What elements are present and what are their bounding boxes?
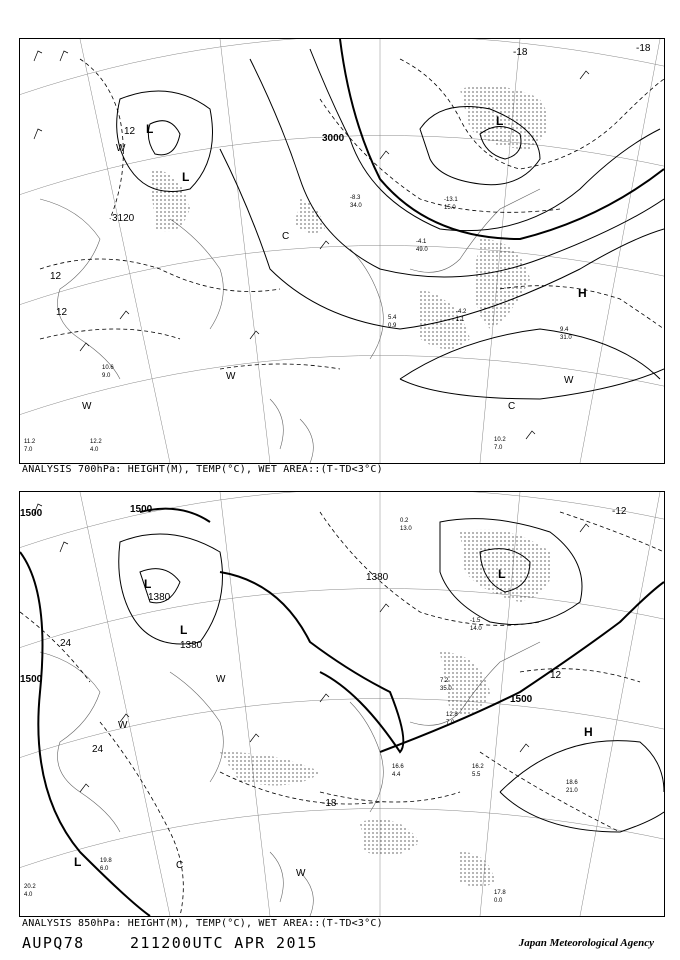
station-dewpoint-depression: 49.0 (416, 247, 428, 253)
station-dewpoint-depression: 21.0 (566, 788, 578, 794)
station-temp: -8.3 (350, 195, 361, 201)
station-dewpoint-depression: 34.0 (350, 203, 362, 209)
station-temp: 12.8 (446, 712, 458, 718)
contour-label: -18 (322, 798, 337, 809)
station-dewpoint-depression: 5.5 (472, 772, 481, 778)
station-dewpoint-depression: 0.9 (388, 323, 397, 329)
station-plot (392, 764, 404, 778)
station-dewpoint-depression: 1.1 (456, 317, 465, 323)
station-temp: 16.6 (392, 764, 404, 770)
station-plot (100, 858, 112, 872)
cold-center-marker: C (176, 860, 184, 871)
station-plot (388, 315, 397, 329)
station-temp: -4.2 (456, 309, 467, 315)
warm-center-marker: W (118, 720, 128, 731)
warm-center-marker: W (82, 401, 92, 412)
station-dewpoint-depression: 9.0 (102, 373, 111, 379)
station-plot (444, 197, 458, 211)
contour-label: -12 (612, 506, 627, 517)
station-temp: 7.2 (440, 678, 449, 684)
station-temp: 18.6 (566, 780, 578, 786)
isotherms (20, 512, 664, 916)
contour-label: 12 (50, 271, 62, 282)
warm-center-marker: W (564, 375, 574, 386)
station-plot (90, 439, 102, 453)
warm-center-marker: W (296, 868, 306, 879)
agency-name: Japan Meteorological Agency (518, 937, 654, 949)
low-center-marker: L (74, 855, 82, 869)
contour-label: 3120 (112, 213, 135, 224)
station-plot (350, 195, 362, 209)
station-temp: -1.5 (470, 618, 481, 624)
valid-time: 211200UTC APR 2015 (130, 934, 318, 952)
contour-label: 3000 (322, 133, 345, 144)
station-plot (24, 439, 36, 453)
station-dewpoint-depression: 7.0 (446, 720, 455, 726)
graticule (20, 492, 664, 916)
station-plot (24, 884, 36, 898)
station-temp: 11.2 (24, 439, 36, 445)
station-plot (446, 712, 458, 726)
station-plot (494, 890, 506, 904)
station-plot (494, 437, 506, 451)
contour-label: 12 (124, 126, 136, 137)
map-panel-700hpa (19, 38, 665, 464)
map-700hpa-svg (20, 39, 664, 463)
station-temp: 19.8 (100, 858, 112, 864)
station-plot (102, 365, 114, 379)
station-temp: 10.2 (494, 437, 506, 443)
chart-id: AUPQ78 (22, 934, 85, 952)
contour-label: -18 (636, 43, 651, 54)
station-plot (472, 764, 484, 778)
contour-label: 12 (550, 670, 562, 681)
station-temp: 12.2 (90, 439, 102, 445)
warm-center-marker: W (226, 371, 236, 382)
pressure-centers (74, 567, 593, 879)
caption-700hpa: ANALYSIS 700hPa: HEIGHT(M), TEMP(°C), WET AREA::(T-TD<3°C) (22, 464, 383, 475)
caption-850hpa: ANALYSIS 850hPa: HEIGHT(M), TEMP(°C), WET AREA::(T-TD<3°C) (22, 918, 383, 929)
station-dewpoint-depression: 4.0 (24, 892, 33, 898)
station-plot (470, 618, 482, 632)
low-center-marker: L (498, 567, 506, 581)
station-dewpoint-depression: 7.0 (494, 445, 503, 451)
bold-contour-1500 (20, 509, 664, 916)
station-temp: 20.2 (24, 884, 36, 890)
height-contours (119, 519, 664, 832)
station-plot (566, 780, 578, 794)
warm-center-marker: W (116, 143, 126, 154)
wet-areas (150, 86, 548, 349)
cold-center-marker: C (282, 231, 290, 242)
station-dewpoint-depression: 13.0 (400, 526, 412, 532)
height-contours (117, 49, 664, 399)
contour-label: 1500 (20, 508, 43, 519)
station-temp: 0.2 (400, 518, 409, 524)
contour-label: -18 (513, 47, 528, 58)
high-center-marker: H (584, 725, 593, 739)
station-dewpoint-depression: 7.0 (24, 447, 33, 453)
station-temp: -13.1 (444, 197, 458, 203)
contour-label: 1500 (20, 674, 43, 685)
wet-areas (220, 530, 552, 888)
warm-center-marker: W (216, 674, 226, 685)
station-temp: 9.4 (560, 327, 569, 333)
map-850hpa-svg (20, 492, 664, 916)
contour-label: 24 (92, 744, 104, 755)
contour-label: 1380 (148, 592, 171, 603)
station-temp: -4.1 (416, 239, 427, 245)
contour-label: 1380 (180, 640, 203, 651)
high-center-marker: H (578, 286, 587, 300)
contour-label: 1380 (366, 572, 389, 583)
contour-label: 1500 (130, 504, 153, 515)
station-dewpoint-depression: 35.0 (440, 686, 452, 692)
station-dewpoint-depression: 4.0 (90, 447, 99, 453)
low-center-marker: L (496, 114, 504, 128)
low-center-marker: L (180, 623, 188, 637)
station-dewpoint-depression: 31.0 (560, 335, 572, 341)
station-dewpoint-depression: 6.0 (100, 866, 109, 872)
station-dewpoint-depression: 14.0 (470, 626, 482, 632)
contour-label: 1500 (510, 694, 533, 705)
station-dewpoint-depression: 0.0 (494, 898, 503, 904)
station-dewpoint-depression: 15.0 (444, 205, 456, 211)
low-center-marker: L (146, 122, 154, 136)
station-temp: 5.4 (388, 315, 397, 321)
map-panel-850hpa (19, 491, 665, 917)
contour-label: 24 (60, 638, 72, 649)
station-temp: 16.2 (472, 764, 484, 770)
contour-label: 12 (56, 307, 68, 318)
station-dewpoint-depression: 4.4 (392, 772, 401, 778)
station-temp: 17.8 (494, 890, 506, 896)
low-center-marker: L (144, 577, 152, 591)
low-center-marker: L (182, 170, 190, 184)
station-temp: 10.6 (102, 365, 114, 371)
cold-center-marker: C (508, 401, 516, 412)
station-plot (400, 518, 412, 532)
graticule (20, 39, 664, 463)
